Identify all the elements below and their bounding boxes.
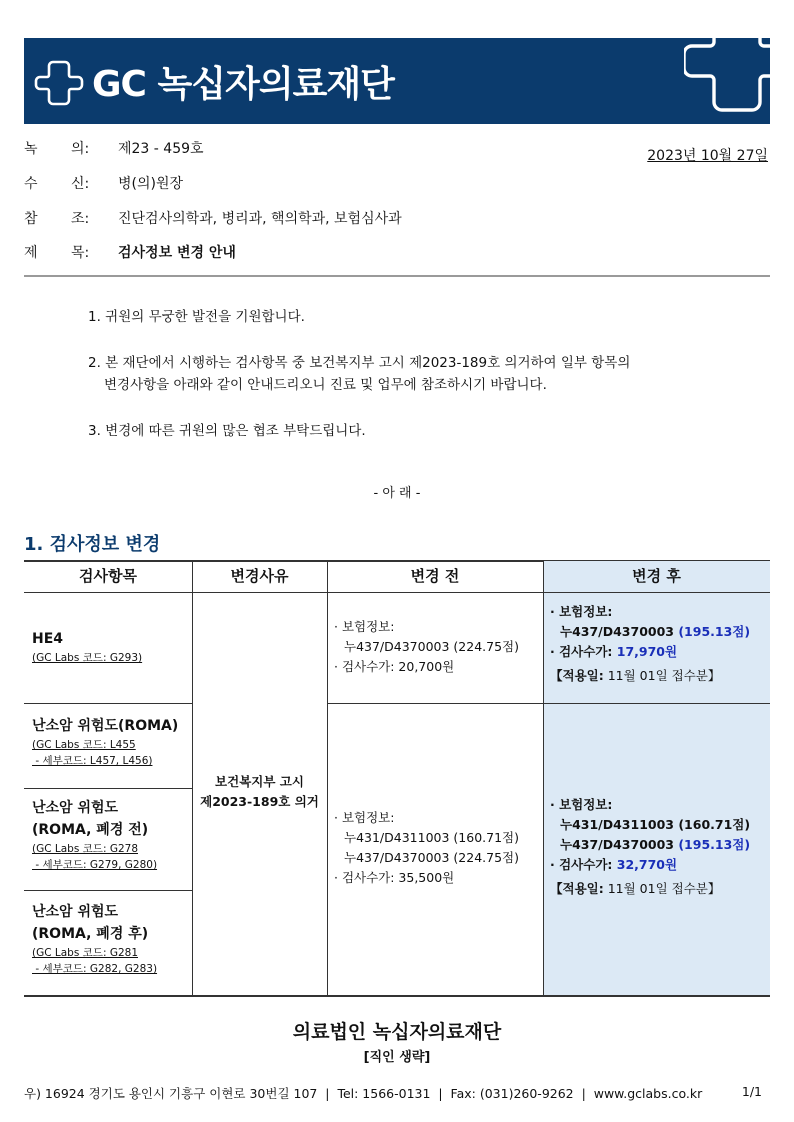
paragraph-3: 3. 변경에 따른 귀원의 많은 협조 부탁드립니다. xyxy=(88,423,366,439)
before-insurance-label: · 보험정보: xyxy=(334,619,395,634)
doc-number-key1: 녹 xyxy=(24,141,38,157)
after-insurance-points: (160.71점) xyxy=(678,817,751,832)
recipient: 병(의)원장 xyxy=(118,176,184,192)
header-banner xyxy=(24,38,770,124)
col-header-after: 변경 후 xyxy=(632,567,681,585)
recipient-key2: 신: xyxy=(71,176,90,192)
after-fee: 32,770원 xyxy=(616,857,678,872)
change-reason xyxy=(192,772,327,812)
apply-date xyxy=(550,879,766,899)
before-fee: · 검사수가: 35,500원 xyxy=(334,870,455,885)
after-insurance-code: 누431/D4311003 xyxy=(560,817,679,832)
doc-date: 2023년 10월 27일 xyxy=(647,148,768,164)
col-header-before: 변경 전 xyxy=(410,567,460,585)
apply-value: 11월 01일 접수분】 xyxy=(603,881,721,896)
after-fee-line xyxy=(550,855,766,875)
item-code: (GC Labs 코드: G281 xyxy=(32,947,138,959)
apply-date xyxy=(550,666,766,686)
after-insurance-line xyxy=(550,835,766,855)
table-row xyxy=(32,715,178,769)
after-fee: 17,970원 xyxy=(616,644,678,659)
item-name: 난소암 위험도 xyxy=(32,800,119,816)
before-insurance-code: 누437/D4370003 (224.75점) xyxy=(344,639,519,654)
after-info-he4 xyxy=(550,602,766,686)
item-name-line-2: (ROMA, 폐경 후) xyxy=(32,926,149,942)
item-name: HE4 xyxy=(32,631,64,647)
after-fee-label: · 검사수가: xyxy=(550,857,617,872)
cc-list: 진단검사의학과, 병리과, 핵의학과, 보험심사과 xyxy=(118,211,402,227)
item-name: 난소암 위험도 xyxy=(32,904,119,920)
subject-key2: 목: xyxy=(71,245,90,261)
reason-line-1: 보건복지부 고시 xyxy=(215,774,304,789)
gc-cross-logo-icon xyxy=(34,58,84,108)
cross-decoration-icon xyxy=(684,38,770,124)
below-marker: - 아 래 - xyxy=(373,486,421,501)
org-title: GC 녹십자의료재단 xyxy=(92,64,394,105)
apply-label: 【적용일: xyxy=(550,668,604,683)
item-code: (GC Labs 코드: G278 xyxy=(32,843,138,855)
table-line xyxy=(24,703,192,704)
table-line xyxy=(543,561,544,995)
before-insurance-code: 누437/D4370003 (224.75점) xyxy=(344,850,519,865)
doc-number: 제23 - 459호 xyxy=(118,141,204,157)
item-code: (GC Labs 코드: G293) xyxy=(32,652,143,664)
before-insurance-code: 누431/D4311003 (160.71점) xyxy=(344,830,519,845)
after-insurance-points: (195.13점) xyxy=(678,624,751,639)
table-line xyxy=(24,788,192,789)
table-bottom-line xyxy=(24,995,770,997)
header-divider xyxy=(24,275,770,277)
table-line xyxy=(327,561,328,995)
cc-key1: 참 xyxy=(24,211,38,227)
item-name: 난소암 위험도(ROMA) xyxy=(32,718,179,734)
table-row xyxy=(32,901,157,977)
after-insurance-code: 누437/D4370003 xyxy=(560,837,679,852)
before-insurance-label: · 보험정보: xyxy=(334,810,395,825)
item-subcode: - 세부코드: G279, G280) xyxy=(32,859,158,871)
table-line xyxy=(327,703,770,704)
recipient-key1: 수 xyxy=(24,176,38,192)
after-insurance-label: · 보험정보: xyxy=(550,797,613,812)
after-insurance-label: · 보험정보: xyxy=(550,604,613,619)
after-info-roma xyxy=(550,795,766,899)
table-line xyxy=(24,890,192,891)
subject: 검사정보 변경 안내 xyxy=(118,245,236,261)
apply-value: 11월 01일 접수분】 xyxy=(603,668,721,683)
item-name-line-2: (ROMA, 폐경 전) xyxy=(32,822,149,838)
before-info-he4 xyxy=(334,617,539,677)
paragraph-2-line-2: 변경사항을 아래와 같이 안내드리오니 진료 및 업무에 참조하시기 바랍니다. xyxy=(104,377,547,393)
cc-key2: 조: xyxy=(71,211,90,227)
after-fee-line xyxy=(550,642,766,662)
seal-omitted-note: [직인 생략] xyxy=(363,1050,431,1065)
after-insurance-code: 누437/D4370003 xyxy=(560,624,679,639)
table-row xyxy=(32,797,157,873)
subject-key1: 제 xyxy=(24,245,38,261)
col-header-item: 검사항목 xyxy=(79,567,137,585)
paragraph-2-line-1: 2. 본 재단에서 시행하는 검사항목 중 보건복지부 고시 제2023-189호 의거하여 일부 항목의 xyxy=(88,355,631,371)
before-info-roma xyxy=(334,808,539,888)
after-insurance-line xyxy=(550,622,766,642)
footer-org-name: 의료법인 녹십자의료재단 xyxy=(292,1021,502,1043)
paragraph-1: 1. 귀원의 무궁한 발전을 기원합니다. xyxy=(88,309,305,325)
table-line xyxy=(24,592,770,593)
footer-address: 우) 16924 경기도 용인시 기흥구 이현로 30번길 107 | Tel: 1566-0131 | Fax: (031)260-9262 | www.gclabs.co.kr xyxy=(24,1086,703,1101)
doc-number-key2: 의: xyxy=(71,141,90,157)
after-insurance-line xyxy=(550,815,766,835)
apply-label: 【적용일: xyxy=(550,881,604,896)
item-subcode: - 세부코드: G282, G283) xyxy=(32,963,158,975)
after-fee-label: · 검사수가: xyxy=(550,644,617,659)
after-insurance-points: (195.13점) xyxy=(678,837,751,852)
col-header-reason: 변경사유 xyxy=(230,567,289,585)
item-code: (GC Labs 코드: L455 xyxy=(32,739,136,751)
table-row xyxy=(32,628,142,666)
item-subcode: - 세부코드: L457, L456) xyxy=(32,755,153,767)
reason-line-2: 제2023-189호 의거 xyxy=(200,794,319,809)
before-fee: · 검사수가: 20,700원 xyxy=(334,659,455,674)
section-title: 1. 검사정보 변경 xyxy=(24,534,161,555)
page-number: 1/1 xyxy=(741,1084,762,1099)
